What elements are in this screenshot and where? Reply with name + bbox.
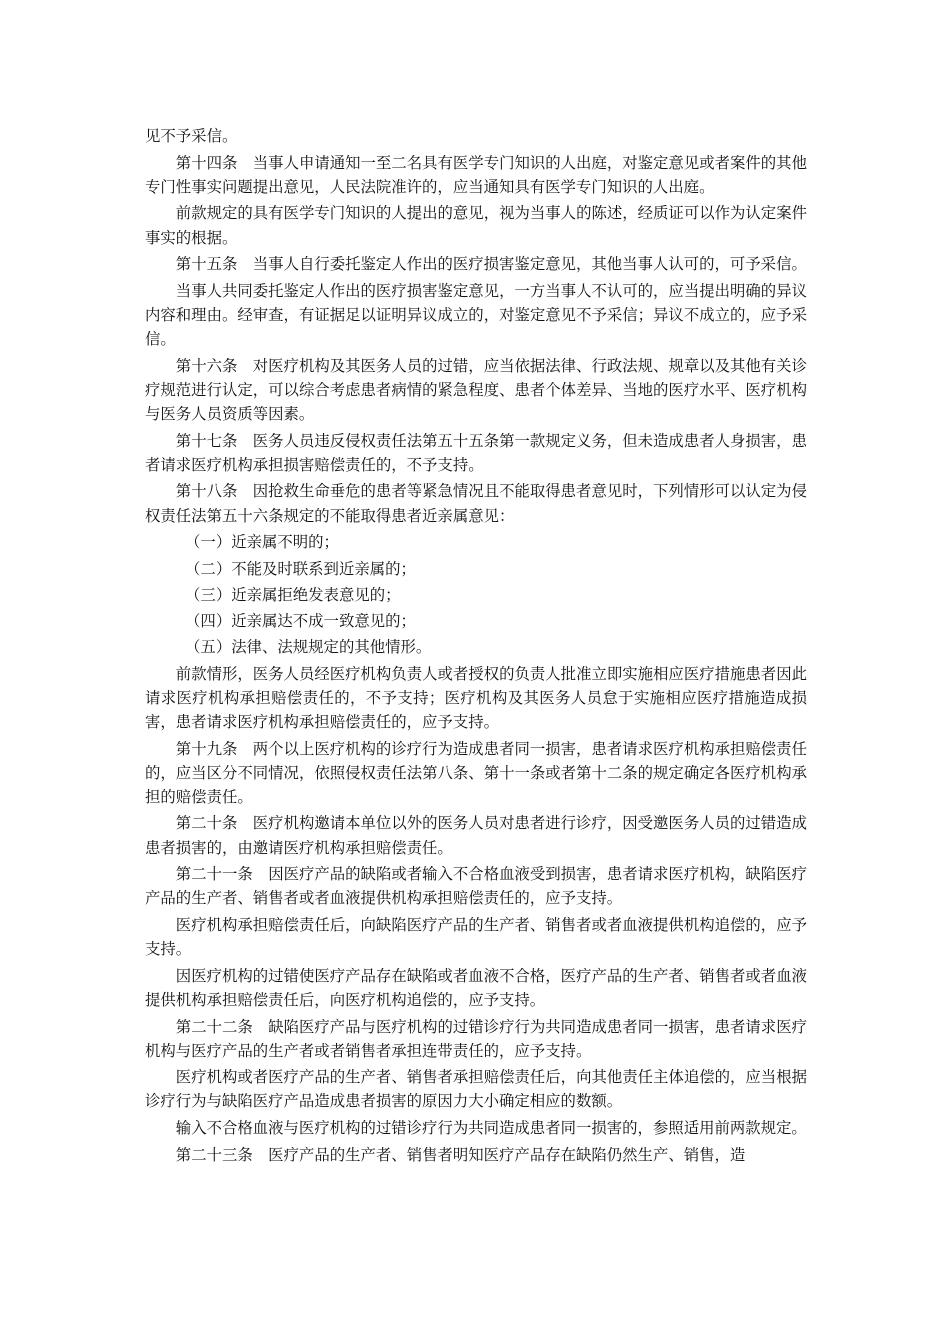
article-paragraph	[145, 811, 807, 859]
paragraph: 输入不合格血液与医疗机构的过错诊疗行为共同造成患者同一损害的，参照适用前两款规定。	[175, 1119, 807, 1138]
continuation-paragraph: 见不予采信。	[145, 127, 238, 145]
paragraph: 因医疗机构的过错使医疗产品存在缺陷或者血液不合格，医疗产品的生产者、销售者或者血液提供机构承担赔偿责任后，向医疗机构追偿的，应予支持。	[145, 966, 807, 1009]
paragraph: 前款规定的具有医学专门知识的人提出的意见，视为当事人的陈述，经质证可以作为认定案件事实的根据。	[145, 204, 807, 247]
article-number: 第二十条	[175, 814, 238, 833]
article-paragraph	[145, 429, 807, 477]
list-item: （四）近亲属达不成一致意见的；	[185, 612, 416, 631]
paragraph: 前款情形，医务人员经医疗机构负责人或者授权的负责人批准立即实施相应医疗措施患者因此请求医疗机构承担赔偿责任的，不予支持；医疗机构及其医务人员怠于实施相应医疗措施造成损害，患者请求医疗机构承担赔偿责任的，应予支持。	[145, 664, 807, 731]
article-number: 第二十一条	[175, 865, 253, 884]
article-text: 因医疗产品的缺陷或者输入不合格血液受到损害，患者请求医疗机构，缺陷医疗产品的生产者、销售者或者血液提供机构承担赔偿责任的，应予支持。	[145, 865, 807, 908]
article-number: 第十六条	[175, 356, 238, 375]
article-paragraph	[145, 151, 807, 199]
article-text: 缺陷医疗产品与医疗机构的过错诊疗行为共同造成患者同一损害，患者请求医疗机构与医疗产品的生产者或者销售者承担连带责任的，应予支持。	[145, 1017, 807, 1060]
article-text: 医疗机构邀请本单位以外的医务人员对患者进行诊疗，因受邀医务人员的过错造成患者损害的，由邀请医疗机构承担赔偿责任。	[145, 814, 807, 857]
article-paragraph	[145, 252, 807, 276]
article-number: 第二十三条	[175, 1145, 253, 1164]
article-text: 因抢救生命垂危的患者等紧急情况且不能取得患者意见时，下列情形可以认定为侵权责任法第五十六条规定的不能取得患者近亲属意见：	[145, 482, 807, 525]
article-number: 第十五条	[175, 255, 238, 274]
paragraph: 医疗机构或者医疗产品的生产者、销售者承担赔偿责任后，向其他责任主体追偿的，应当根据诊疗行为与缺陷医疗产品造成患者损害的原因力大小确定相应的数额。	[145, 1068, 807, 1111]
article-paragraph	[145, 862, 807, 910]
article-text: 对医疗机构及其医务人员的过错，应当依据法律、行政法规、规章以及其他有关诊疗规范进行认定，可以综合考虑患者病情的紧急程度、患者个体差异、当地的医疗水平、医疗机构与医务人员资质等因素。	[145, 356, 807, 423]
list-item: （五）法律、法规规定的其他情形。	[185, 638, 432, 657]
list-item: （二）不能及时联系到近亲属的；	[185, 559, 416, 578]
article-number: 第十八条	[175, 482, 238, 501]
article-number: 第十四条	[175, 153, 238, 172]
article-paragraph	[145, 479, 807, 527]
paragraph: 当事人共同委托鉴定人作出的医疗损害鉴定意见，一方当事人不认可的，应当提出明确的异议内容和理由。经审查，有证据足以证明异议成立的，对鉴定意见不予采信；异议不成立的，应予采信。	[145, 281, 807, 349]
article-text: 当事人自行委托鉴定人作出的医疗损害鉴定意见，其他当事人认可的，可予采信。	[252, 255, 807, 274]
article-paragraph	[145, 737, 807, 809]
list-item: （一）近亲属不明的；	[185, 533, 339, 552]
article-text: 两个以上医疗机构的诊疗行为造成患者同一损害，患者请求医疗机构承担赔偿责任的，应当区分不同情况，依照侵权责任法第八条、第十一条或者第十二条的规定确定各医疗机构承担的赔偿责任。	[145, 739, 807, 806]
article-text: 当事人申请通知一至二名具有医学专门知识的人出庭，对鉴定意见或者案件的其他专门性事实问题提出意见，人民法院准许的，应当通知具有医学专门知识的人出庭。	[145, 153, 807, 196]
article-number: 第二十二条	[175, 1017, 253, 1036]
article-paragraph	[145, 354, 807, 426]
document-page	[145, 124, 807, 1169]
article-text: 医务人员违反侵权责任法第五十五条第一款规定义务，但未造成患者人身损害，患者请求医疗机构承担损害赔偿责任的，不予支持。	[145, 431, 807, 474]
list-item: （三）近亲属拒绝发表意见的；	[185, 585, 401, 604]
article-paragraph	[145, 1015, 807, 1063]
article-paragraph	[145, 1143, 807, 1167]
article-number: 第十九条	[175, 739, 238, 758]
paragraph: 医疗机构承担赔偿责任后，向缺陷医疗产品的生产者、销售者或者血液提供机构追偿的，应予支持。	[145, 915, 807, 959]
article-number: 第十七条	[175, 431, 238, 450]
article-text: 医疗产品的生产者、销售者明知医疗产品存在缺陷仍然生产、销售，造	[268, 1145, 746, 1164]
